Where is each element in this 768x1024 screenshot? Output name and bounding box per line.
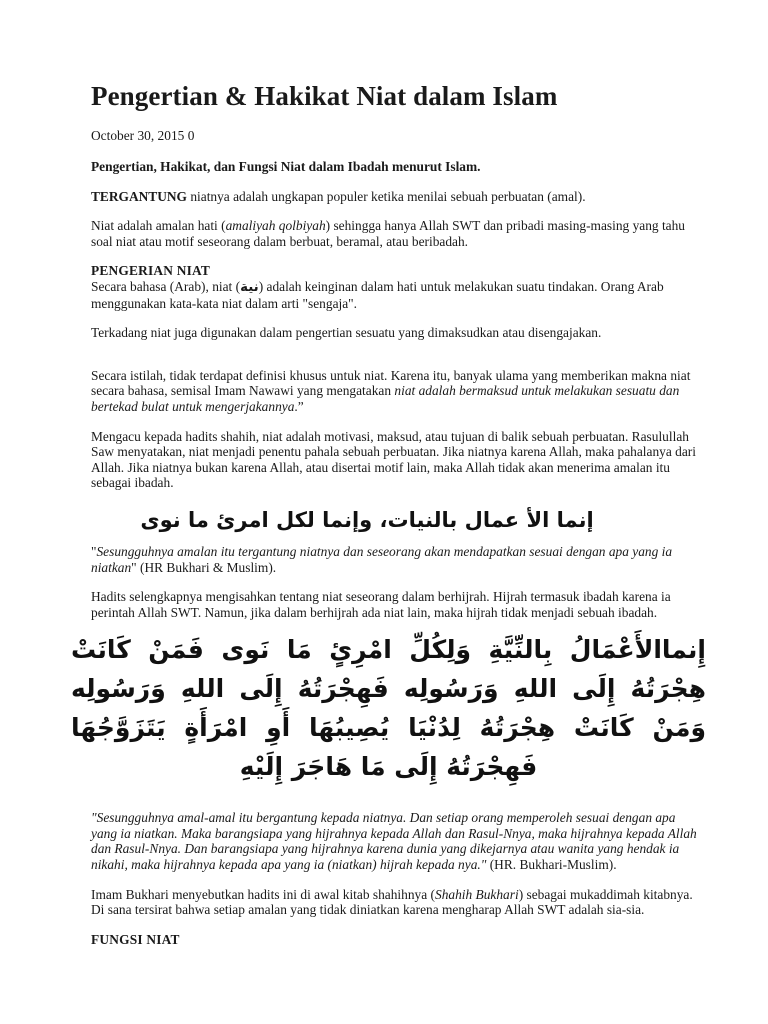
italic-book-title: Shahih Bukhari (435, 886, 519, 902)
arabic-hadith-full: إِنماالأَعْمَالُ بِالنِّيَّةِ وَلِكُلِّ امْرِئٍ مَا نَوى فَمَنْ كَانَتْ هِجْرَتُهُ إِلَى اللهِ وَرَسُولِه فَهِجْرَتُهُ إِلَى اللهِ وَرَسُولِه وَمَنْ كَانَتْ هِجْرَتُهُ لِدُنْيَا يُصِيبُهَا أَوِ امْرَأَةٍ يَتَزَوَّجُهَا فَهِجْرَتُهُ إِلَى مَا هَاجَرَ إِلَيْهِ (71, 635, 706, 782)
paragraph-hijrah: Hadits selengkapnya mengisahkan tentang niat seseorang dalam berhijrah. Hijrah termasuk ibadah karena ia perintah Allah SWT. Namun, jika dalam berhijrah ada niat lain, maka hijrah tidak menjadi sebuah ibadah. (91, 589, 671, 620)
text-segment: ) sebagai mukaddimah kitabnya. Di sana tersirat bahwa setiap amalan yang tidak diniatkan karena mengharap Allah SWT adalah sia-sia. (91, 886, 693, 918)
quote-translation-full (91, 810, 698, 872)
page-title: Pengertian & Hakikat Niat dalam Islam (91, 81, 558, 111)
paragraph-istilah (91, 368, 698, 415)
paragraph-terkadang: Terkadang niat juga digunakan dalam pengertian sesuatu yang dimaksudkan atau disengajakan. (91, 325, 602, 341)
italic-quote: niat adalah bermaksud untuk melakukan sesuatu dan bertekad bulat untuk mengerjakannya (91, 383, 680, 414)
italic-term: amaliyah qolbiyah (225, 218, 326, 234)
text-segment: .” (294, 398, 304, 414)
post-date: October 30, 2015 0 (91, 128, 195, 143)
paragraph-hadits: Mengacu kepada hadits shahih, niat adalah motivasi, maksud, atau tujuan di balik sebuah perbuatan. Rasulullah Saw menyatakan, niat menjadi penentu pahala sebuah perbuatan. Jika niatnya karena Allah, maka pahalanya dari Allah. Jika niatnya bukan karena Allah, atau disertai motif lain, maka Allah tidak akan menerima amalan itu sebagai ibadah. (91, 428, 696, 491)
arabic-hadith-short: إنما الأ عمال بالنيات، وإنما لكل امرئ ما نوى (140, 507, 594, 532)
italic-translation: Sesungguhnya amalan itu tergantung niatnya dan seseorang akan mendapatkan sesuai dengan apa yang ia niatkan (91, 543, 673, 575)
text-segment: Imam Bukhari menyebutkan hadits ini di awal kitab shahihnya ( (91, 886, 435, 902)
section-pengertian (91, 263, 698, 311)
text-segment: ) sehingga hanya Allah SWT dan pribadi masing-masing yang tahu soal niat atau motif seseorang dalam berbuat, beramal, atau beribadah. (91, 218, 686, 249)
arabic-word-niyyah: نية (240, 279, 259, 295)
text-segment: " (91, 543, 97, 559)
intro-text: niatnya adalah ungkapan populer ketika menilai sebuah perbuatan (amal). (186, 188, 586, 204)
intro-lead-word: TERGANTUNG (91, 188, 187, 204)
text-segment: Niat adalah amalan hati ( (91, 218, 226, 234)
paragraph-niat-hati (91, 218, 698, 249)
quote-translation-short (91, 544, 698, 575)
article-subtitle: Pengertian, Hakikat, dan Fungsi Niat dalam Ibadah menurut Islam. (91, 159, 481, 174)
text-segment: Secara istilah, tidak terdapat definisi khusus untuk niat. Karena itu, banyak ulama yang memberikan makna niat secara bahasa, semisal Imam Nawawi yang mengatakan (91, 367, 691, 399)
text-segment: ) adalah keinginan dalam hati untuk melakukan suatu tindakan. Orang Arab menggunakan kata-kata niat dalam arti "sengaja". (91, 278, 664, 311)
text-segment: (HR. Bukhari-Muslim). (486, 857, 617, 873)
italic-translation: "Sesungguhnya amal-amal itu bergantung kepada niatnya. Dan setiap orang memperoleh sesuai dengan apa yang ia niatkan. Maka barangsiapa yang hijrahnya kepada Allah dan Rasul-Nnya, maka hijrahnya kepada Allah dan Rasul-Nnya. Dan barangsiapa yang hijrahnya karena dunia yang dikejarnya atau wanita yang hendak ia nikahi, maka hijrahnya kepada apa yang ia (niatkan) hijrah kepada nya." (91, 810, 697, 873)
text-segment: " (HR Bukhari & Muslim). (131, 559, 277, 575)
paragraph-intro (91, 189, 698, 205)
paragraph-bukhari (91, 887, 698, 918)
section-heading-fungsi: FUNGSI NIAT (91, 931, 180, 947)
section-heading-pengertian: PENGERIAN NIAT (91, 263, 210, 279)
text-segment: Secara bahasa (Arab), niat ( (91, 278, 241, 294)
